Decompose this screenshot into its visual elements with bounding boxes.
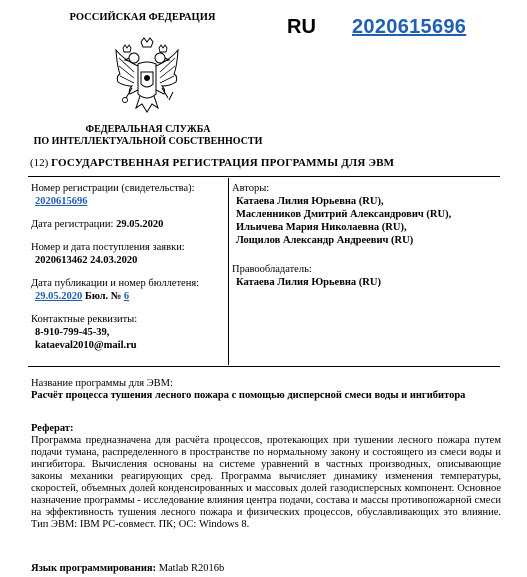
contacts-phone: 8-910-799-45-39,: [35, 327, 110, 338]
abstract-label: Реферат:: [31, 423, 74, 434]
kind-code: (12): [30, 157, 49, 169]
publication-label: Дата публикации и номер бюллетеня:: [31, 278, 200, 289]
reg-number-label: Номер регистрации (свидетельства):: [31, 183, 195, 194]
author-item: Катаева Лилия Юрьевна (RU),: [236, 196, 384, 207]
reg-date-line: [31, 218, 226, 231]
author-item: Ильичева Мария Николаевна (RU),: [236, 222, 407, 233]
kind-title: ГОСУДАРСТВЕННАЯ РЕГИСТРАЦИЯ ПРОГРАММЫ ДЛЯ ЭВМ: [51, 157, 395, 169]
language-label: Язык программирования:: [31, 563, 157, 574]
publication-line: [31, 290, 226, 303]
holder-value: Катаева Лилия Юрьевна (RU): [236, 277, 381, 288]
language-value: Matlab R2016b: [158, 563, 225, 574]
reg-date-value: 29.05.2020: [116, 219, 164, 230]
contacts-email: kataeval2010@mail.ru: [35, 340, 137, 351]
document-kind: [30, 157, 394, 169]
application-label: Номер и дата поступления заявки:: [31, 242, 185, 253]
agency-name-line-1: ФЕДЕРАЛЬНАЯ СЛУЖБА: [85, 124, 211, 135]
author-item: Масленников Дмитрий Александрович (RU),: [236, 209, 452, 220]
russian-coat-of-arms-icon: [114, 36, 180, 116]
abstract-text: Программа предназначена для расчёта процессов, протекающих при тушении лесного пожара путем подачи тумана, распределенного в пространстве по нормальному закону и состоящего из смеси воды и ингибитора. Вычисления основаны на системе уравнений в частных производных, описывающие законы механики реагирующих сред. Программа вычисляет динамику изменения температуры, скоростей, объемных долей конденсированных и массовых долей газодисперсных компонент. Основное назначение программы - исследование влияния центра подачи, состава и массы противопожарной смеси на эффективность тушения лесного пожара и физических процессов, обуславливающих это влияние. Тип ЭВМ: IBM PC-совмест. ПК; ОС: Windows 8.: [31, 435, 501, 530]
divider-middle: [28, 366, 500, 367]
author-item: Лощилов Александр Андреевич (RU): [236, 235, 414, 246]
publication-date-link[interactable]: 29.05.2020: [35, 291, 83, 302]
abstract-section: [31, 423, 501, 531]
column-divider: [228, 178, 229, 365]
reg-number-link[interactable]: 2020615696: [35, 196, 88, 207]
authors-label: Авторы:: [232, 183, 270, 194]
divider-top: [28, 176, 500, 177]
document-number-link[interactable]: 2020615696: [352, 16, 467, 38]
contacts-label: Контактные реквизиты:: [31, 314, 138, 325]
holder-label: Правообладатель:: [232, 264, 312, 275]
application-value: 2020613462 24.03.2020: [35, 255, 138, 266]
country-name: РОССИЙСКАЯ ФЕДЕРАЦИЯ: [69, 12, 216, 23]
agency-name: [30, 124, 266, 147]
program-name-label: Название программы для ЭВМ:: [31, 378, 173, 389]
bulletin-label: Бюл. №: [84, 291, 122, 302]
language-line: [31, 563, 501, 574]
country-code: RU: [287, 16, 316, 38]
agency-name-line-2: ПО ИНТЕЛЛЕКТУАЛЬНОЙ СОБСТВЕННОСТИ: [33, 135, 263, 147]
program-name: Расчёт процесса тушения лесного пожара с помощью дисперсной смеси воды и ингибитора: [31, 390, 466, 401]
registration-info: [31, 182, 226, 352]
bulletin-number-link[interactable]: 6: [123, 291, 130, 302]
authors-info: [232, 182, 500, 289]
reg-date-label: Дата регистрации:: [31, 219, 114, 230]
program-name-section: [31, 378, 501, 402]
